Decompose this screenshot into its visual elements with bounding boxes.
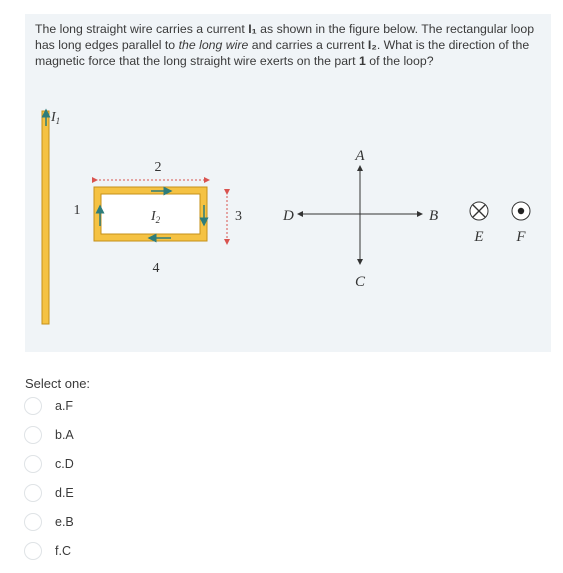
option-c-label: c.D [55,457,74,471]
side-4-label: 4 [152,261,160,276]
question-text-2: as shown in the figure below. The rectangular loop has long edges parallel to [35,22,535,52]
option-b-label: b.A [55,428,74,442]
radio-f[interactable] [24,542,42,560]
question-text-4: and carries a current [248,38,368,52]
label-A: A [355,148,365,164]
radio-a[interactable] [24,397,42,415]
question-text-5: . What is the direction of the magnetic force that the long straight wire exerts on the part [35,38,530,68]
question-text-3: the long wire [178,38,249,52]
option-e[interactable] [24,511,74,533]
option-d[interactable] [24,482,74,504]
option-a[interactable] [24,395,73,417]
side-3-label: 3 [235,209,242,224]
physics-figure [25,14,551,352]
option-f-label: f.C [55,544,71,558]
label-F: F [516,229,526,245]
question-panel [25,14,551,352]
option-a-label: a.F [55,399,74,413]
option-f[interactable] [24,540,71,562]
into-page-icon [470,202,488,220]
label-C: C [354,274,366,290]
radio-c[interactable] [24,455,42,473]
radio-d[interactable] [24,484,42,502]
current-i2-label: I₂ [367,38,377,52]
label-E: E [474,229,484,245]
radio-b[interactable] [24,426,42,444]
wire-current-label: $I_1$ [51,110,61,126]
select-one-label: Select one: [25,376,91,391]
long-wire [42,111,49,324]
radio-e[interactable] [24,513,42,531]
part-number: 1 [359,54,366,68]
out-of-page-icon [512,202,530,220]
label-D: D [283,208,294,224]
option-b[interactable] [24,424,74,446]
current-i1-label: I₁ [248,22,257,36]
side-1-label: 1 [73,203,81,218]
side-2-label: 2 [154,160,162,175]
option-e-label: e.B [55,515,74,529]
question-text-1: The long straight wire carries a current [35,22,249,36]
question-text-7: of the loop? [365,54,434,68]
option-c[interactable] [24,453,74,475]
loop-current-label: $I_2$ [151,209,161,225]
label-B: B [429,208,439,224]
option-d-label: d.E [55,486,74,500]
